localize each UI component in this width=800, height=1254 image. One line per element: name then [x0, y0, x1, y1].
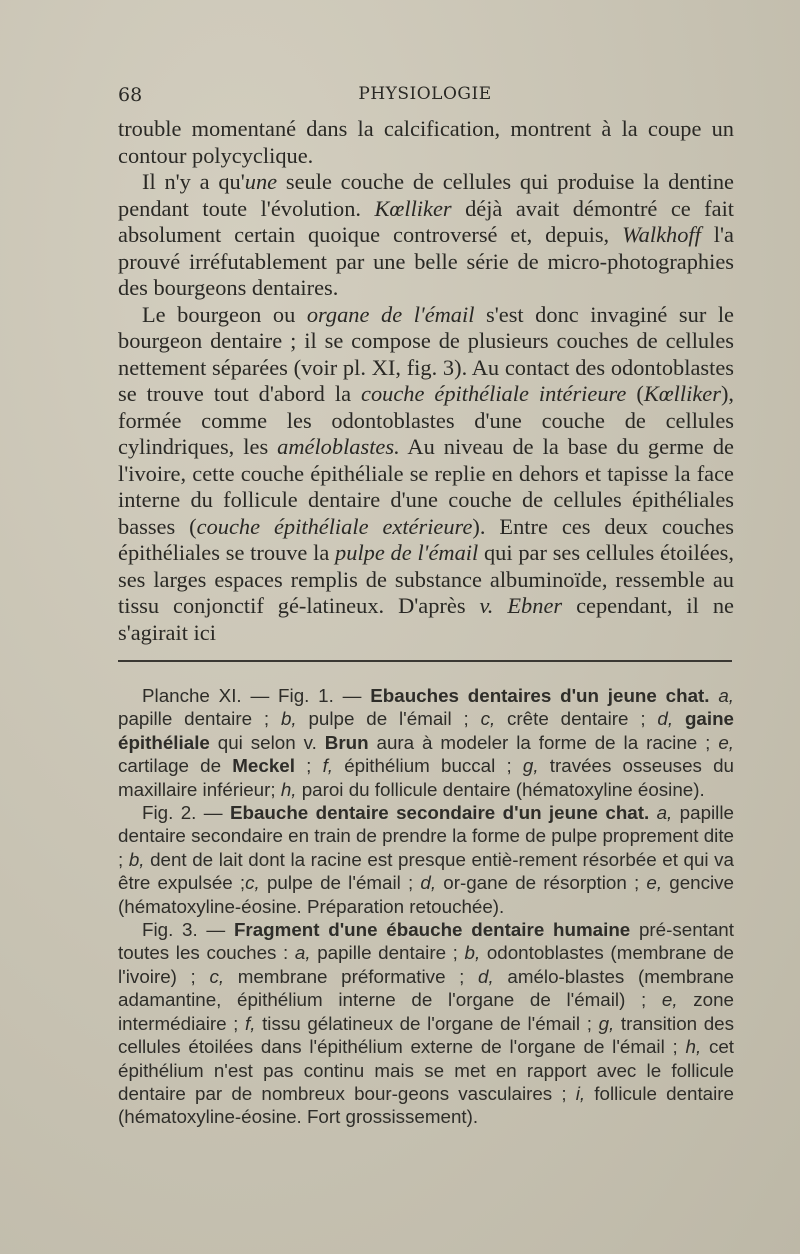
author-name: Kœlliker [643, 381, 721, 406]
text-run: Fig. 2. — [142, 802, 230, 824]
text-run: Il n'y a qu' [142, 169, 245, 194]
bold-term: Meckel [232, 755, 295, 777]
text-run: tissu gélatineux de l'organe de l'émail ; [255, 1012, 599, 1034]
body-text [118, 116, 734, 646]
text-run: papille dentaire ; [310, 942, 465, 964]
caption-title: Fragment d'une ébauche dentaire humaine [233, 919, 631, 941]
text-run: déjà avait démontré ce fait absolument certain quoique controversé et, depuis, [118, 195, 735, 247]
legend-letter: e, [646, 872, 663, 894]
legend-letter: i, [575, 1082, 586, 1104]
term-italic: organe de l'émail [306, 301, 475, 327]
legend-letter: e, [718, 731, 734, 753]
term-italic: pulpe de l'émail [335, 540, 479, 565]
text-run: papille dentaire secondaire en train de prendre la forme de pulpe proprement dite ; [118, 802, 734, 870]
caption-title: Ebauches dentaires d'un jeune chat. [370, 685, 710, 706]
plate-captions [118, 684, 734, 1129]
text-run: aura à modeler la forme de la racine ; [368, 731, 719, 753]
legend-letter: c, [480, 708, 496, 730]
page-number: 68 [118, 84, 143, 106]
text-run: qui par ses cellules étoilées, ses larges espaces remplis de substance albuminoïde, ressemble au tissu conjonctif gé-latineux. D'après [118, 540, 734, 618]
text-run: cartilage de [118, 755, 233, 777]
paragraph-1 [118, 116, 734, 169]
text-run: or-gane de résorption ; [436, 872, 647, 894]
text-run: ), formée comme les odontoblastes d'une couche de cellules cylindriques, les [118, 381, 734, 459]
author-name: Walkhoff [622, 222, 701, 247]
text-run: ; [294, 755, 323, 777]
text-run: ( [626, 381, 644, 406]
legend-letter: b, [280, 708, 297, 730]
caption-fig-1 [118, 684, 734, 801]
legend-letter: b, [464, 942, 481, 964]
running-title: PHYSIOLOGIE [358, 84, 492, 104]
text-run: pulpe de l'émail ; [259, 872, 421, 894]
author-name: Kœlliker [374, 195, 452, 221]
text-run: amélo-blastes (membrane adamantine, épithélium interne de l'organe de l'émail) ; [118, 965, 734, 1011]
bold-term: Brun [324, 731, 369, 753]
caption-fig-3 [118, 918, 734, 1129]
text-run: follicule dentaire (hématoxyline-éosine. Fort grossissement). [118, 1082, 734, 1128]
legend-letter: a, [294, 942, 311, 964]
text-run: paroi du follicule dentaire (hématoxyline éosine). [296, 778, 705, 800]
legend-letter: b, [128, 848, 145, 870]
text-run: Fig. 3. — [142, 919, 234, 941]
bold-term: gaine épithéliale [118, 708, 734, 753]
paragraph-2 [118, 169, 734, 302]
text-run: pulpe de l'émail ; [296, 708, 481, 730]
text-run: gencive (hématoxyline-éosine. Préparation retouchée). [118, 872, 735, 917]
text-run: travées osseuses du maxillaire inférieur; [118, 755, 734, 800]
text-run: épithélium buccal ; [333, 755, 523, 777]
paragraph-3 [118, 302, 734, 647]
legend-letter: h, [685, 1036, 702, 1058]
text-run: ). Entre ces deux couches épithéliales se trouve la [118, 513, 734, 565]
legend-letter: c, [245, 872, 260, 894]
legend-letter: f, [322, 755, 333, 777]
legend-letter: c, [209, 965, 225, 987]
text-run: s'est donc invaginé sur le bourgeon dentaire ; il se compose de plusieurs couches de cellules nettement séparées (voir pl. XI, fig. 3). Au contact des odontoblastes se trouve tout d'abord la [118, 301, 734, 406]
text-run: papille dentaire ; [118, 708, 281, 730]
author-name: v. Ebner [479, 593, 563, 618]
term-italic: améloblastes. [277, 434, 400, 459]
legend-letter: d, [657, 708, 674, 730]
legend-letter: f, [245, 1012, 256, 1034]
text-run: zone intermédiaire ; [118, 989, 734, 1034]
separator-rule [118, 660, 732, 662]
text-run: seule couche de cellules qui produise la dentine pendant toute l'évolution. [118, 169, 734, 221]
term-italic: couche épithéliale intérieure [361, 381, 627, 406]
text-run: membrane préformative ; [224, 965, 479, 987]
caption-fig-2 [118, 801, 734, 918]
text-run: odontoblastes (membrane de l'ivoire) ; [118, 942, 734, 987]
legend-letter: g, [522, 755, 539, 777]
legend-letter: a, [649, 802, 673, 824]
text-run: l'a prouvé irréfutablement par une belle série de micro-photographies des bourgeons dentaires. [118, 222, 734, 300]
caption-title: Ebauche dentaire secondaire d'un jeune chat. [229, 802, 650, 824]
text-run: cependant, il ne s'agirait ici [118, 593, 734, 645]
text-run: crête dentaire ; [495, 708, 658, 730]
term-italic: couche épithéliale extérieure [196, 513, 473, 539]
legend-letter: e, [661, 989, 678, 1011]
text-run: cet épithélium n'est pas continu mais se met en rapport avec le follicule dentaire par de nombreux bour-geons vasculaires ; [118, 1036, 734, 1104]
text-run: trouble momentané dans la calcification, montrent à la coupe un contour polycyclique. [118, 116, 734, 168]
italic-run: une [244, 169, 278, 194]
text-run: qui selon v. [209, 731, 325, 753]
text-run: pré-sentant toutes les couches : [118, 919, 734, 964]
page-header [118, 84, 732, 108]
text-run: Planche XI. — Fig. 1. — [142, 685, 371, 706]
text-run: dent de lait dont la racine est presque entiè-rement résorbée et qui va être expulsée ; [118, 848, 734, 894]
legend-letter: a, [709, 685, 734, 706]
legend-letter: h, [280, 778, 297, 800]
text-run: transition des cellules étoilées dans l'épithélium externe de l'organe de l'émail ; [118, 1012, 734, 1058]
legend-letter: d, [478, 965, 494, 987]
legend-letter: g, [598, 1012, 615, 1034]
text-run: Au niveau de la base du germe de l'ivoire, cette couche épithéliale se replie en dehors et tapisse la face interne du follicule dentaire d'une couche de cellules épithéliales basses ( [118, 434, 734, 539]
legend-letter: d, [420, 872, 437, 894]
text-run: Le bourgeon ou [142, 301, 307, 327]
